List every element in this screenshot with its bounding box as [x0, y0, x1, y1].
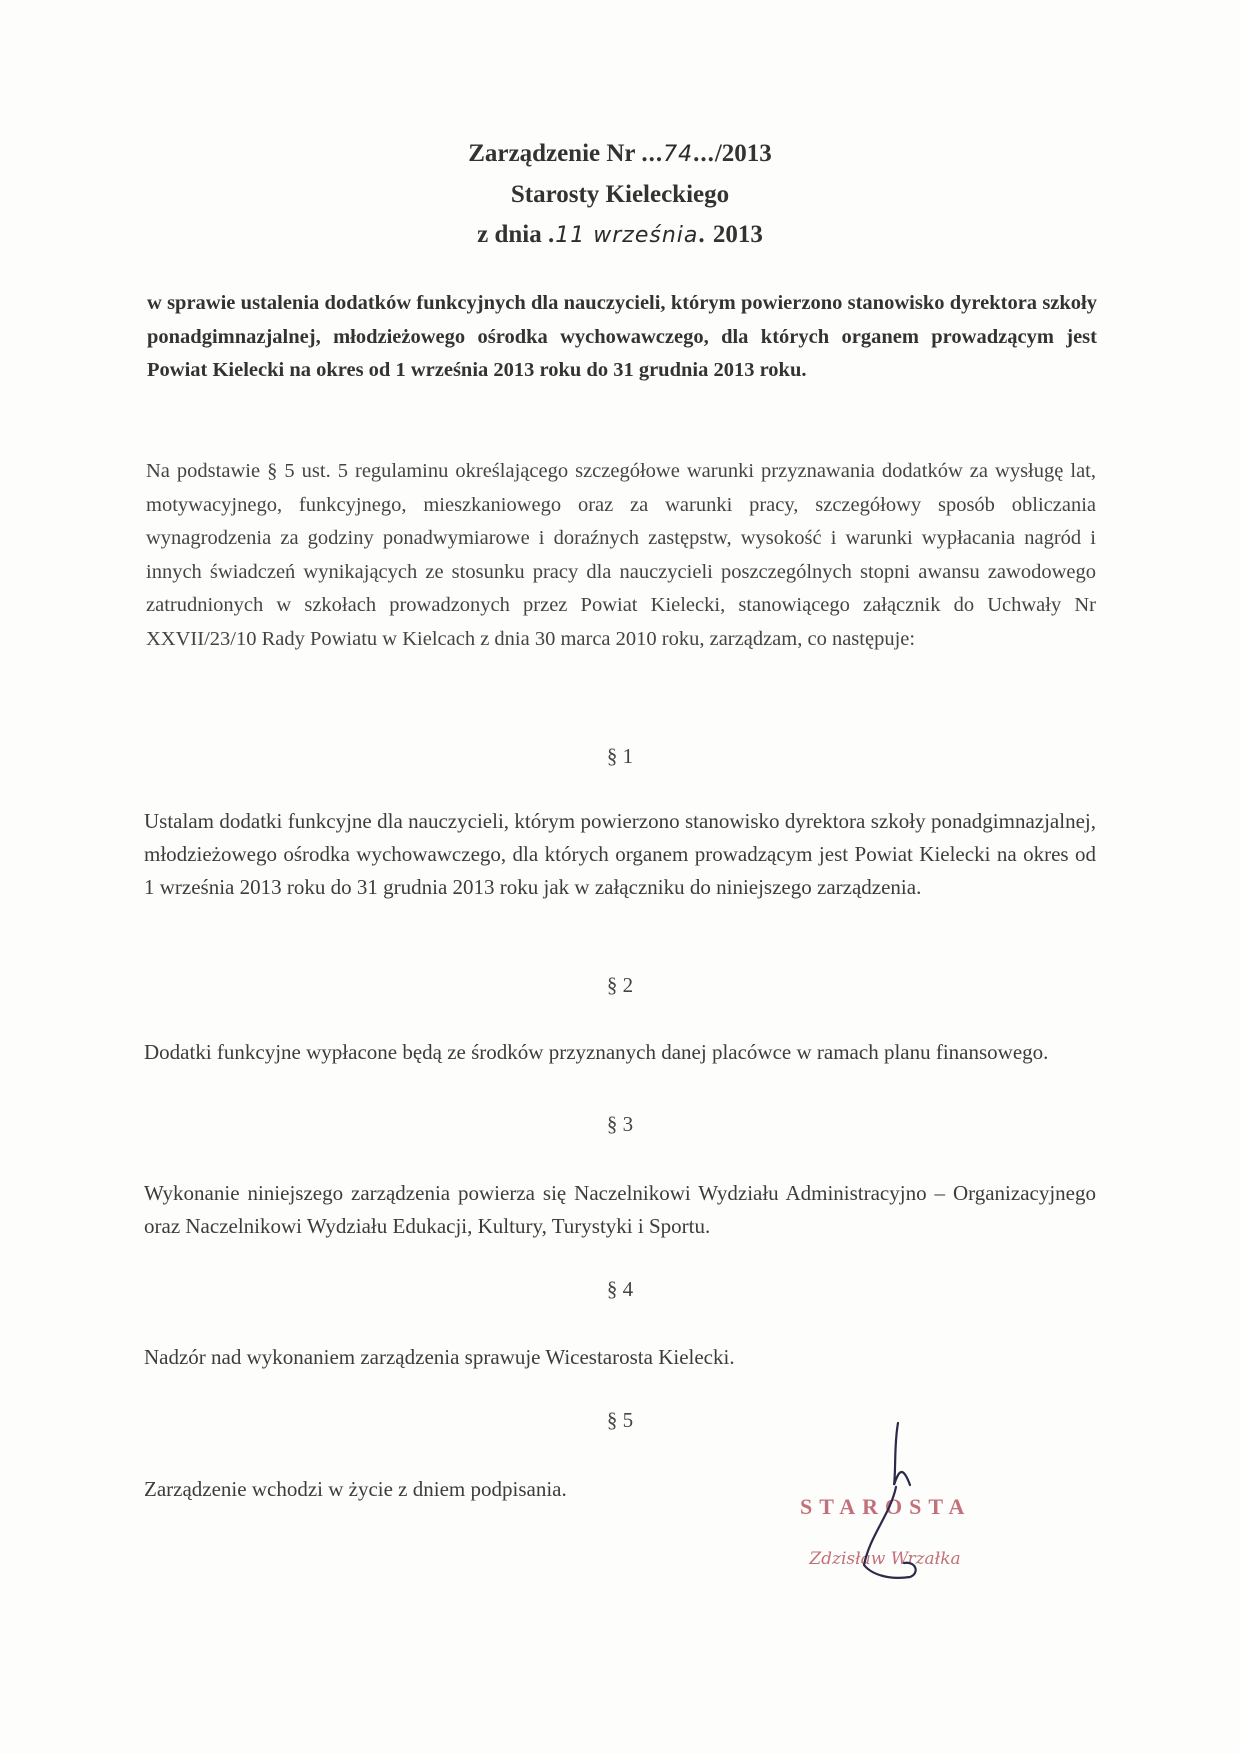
ordinance-number-prefix: Zarządzenie Nr — [468, 140, 636, 167]
date-prefix: z dnia — [477, 221, 542, 248]
section-3-sign: § 3 — [606, 1112, 634, 1136]
section-1-text: Ustalam dodatki funkcyjne dla nauczycieli, którym powierzono stanowisko dyrektora szkoły ponadgimnazjalnej, młodzieżowego ośrodka wychowawczego, dla których organem prowadzącym jest Powiat Kielecki na okres od 1 września 2013 roku do 31 grudnia 2013 roku jak w załączniku do niniejszego zarządzenia. — [144, 809, 1096, 899]
handwritten-ordinance-number: 74 — [663, 142, 694, 167]
document-header — [0, 134, 1240, 256]
section-2-text: Dodatki funkcyjne wypłacone będą ze środków przyznanych danej placówce w ramach planu finansowego. — [144, 1040, 1049, 1064]
ordinance-number-suffix: /2013 — [714, 140, 772, 167]
section-5-text: Zarządzenie wchodzi w życie z dniem podpisania. — [144, 1477, 567, 1501]
section-5-sign: § 5 — [606, 1408, 634, 1432]
legal-basis-paragraph: Na podstawie § 5 ust. 5 regulaminu określającego szczegółowe warunki przyznawania dodatków za wysługę lat, motywacyjnego, funkcyjnego, mieszkaniowego oraz za warunki pracy, szczegółowy sposób obliczania wynagrodzenia za godziny ponadwymiarowe i doraźnych zastępstw, wysokość i warunki wypłacania nagród i innych świadczeń wynikających ze stosunku pracy dla nauczycieli poszczególnych stopni awansu zawodowego zatrudnionych w szkołach prowadzonych przez Powiat Kielecki, stanowiącego załącznik do Uchwały Nr XXVII/23/10 Rady Powiatu w Kielcach z dnia 30 marca 2010 roku, zarządzam, co następuje: — [146, 460, 1096, 650]
section-4-sign: § 4 — [606, 1277, 634, 1301]
section-2-sign: § 2 — [606, 973, 634, 997]
handwritten-date: 11 września — [555, 223, 699, 248]
section-3-text: Wykonanie niniejszego zarządzenia powierza się Naczelnikowi Wydziału Administracyjno – Organizacyjnego oraz Naczelnikowi Wydziału Edukacji, Kultury, Turystyki i Sportu. — [144, 1181, 1096, 1238]
ordinance-subject: w sprawie ustalenia dodatków funkcyjnych dla nauczycieli, którym powierzono stanowisko dyrektora szkoły ponadgimnazjalnej, młodzieżowego ośrodka wychowawczego, dla których organem prowadzącym jest Powiat Kielecki na okres od 1 września 2013 roku do 31 grudnia 2013 roku. — [147, 292, 1097, 381]
starosta-stamp: STAROSTA — [800, 1494, 972, 1519]
section-4-text: Nadzór nad wykonaniem zarządzenia sprawuje Wicestarosta Kielecki. — [144, 1345, 735, 1369]
stamp-signatory-name: Zdzisław Wrzałka — [809, 1549, 961, 1569]
date-line: z dnia .11 września. 2013 — [477, 221, 763, 248]
ordinance-number-line: Zarządzenie Nr ...74.../2013 — [468, 140, 772, 167]
section-1-sign: § 1 — [606, 744, 634, 768]
handwritten-signature — [850, 1415, 930, 1605]
date-year: 2013 — [712, 221, 763, 248]
issuer-line: Starosty Kieleckiego — [510, 181, 730, 208]
